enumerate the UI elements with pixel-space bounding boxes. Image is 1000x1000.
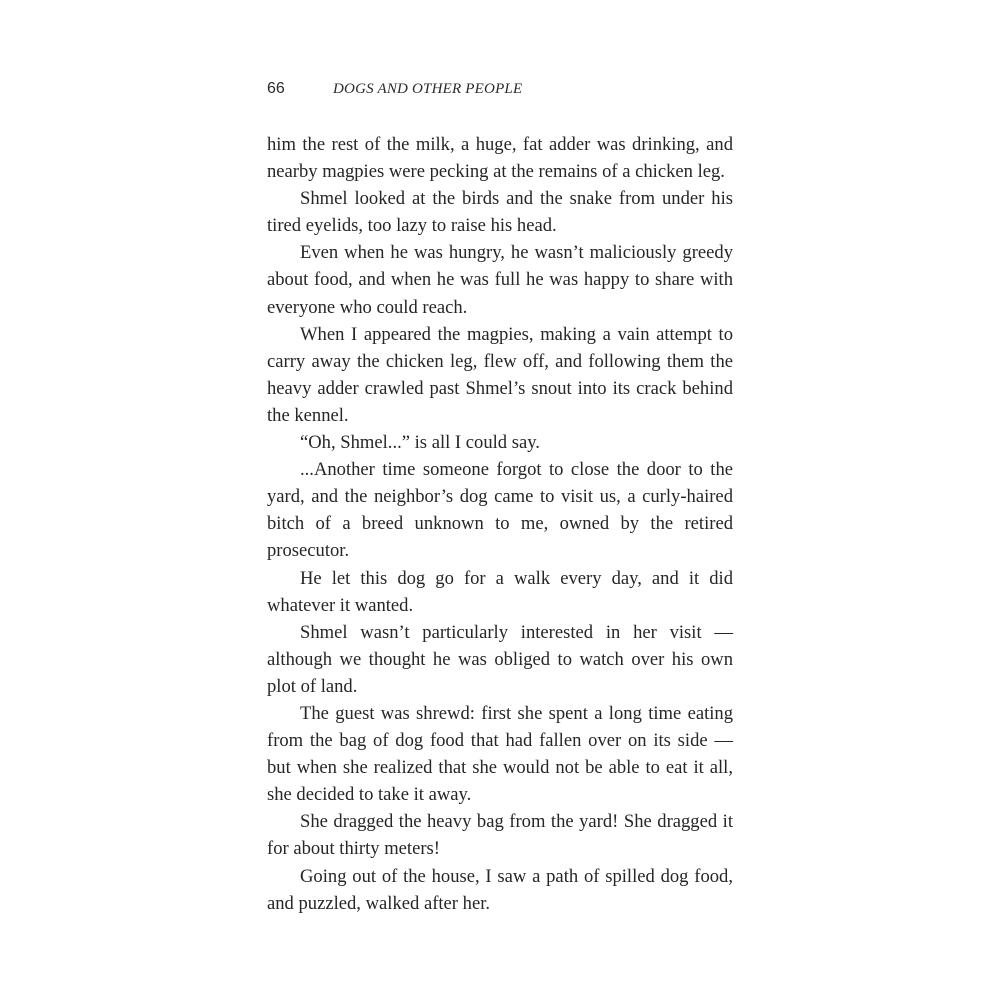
page-number: 66 <box>267 80 285 97</box>
paragraph: She dragged the heavy bag from the yard! She dragged it for about thirty meters! <box>267 811 733 860</box>
paragraph: Shmel wasn’t particularly interested in her visit — although we thought he was obliged to watch over his own plot of land. <box>267 621 733 697</box>
paragraph: ...Another time someone forgot to close the door to the yard, and the neighbor’s dog came to visit us, a curly-haired bitch of a breed unknown to me, owned by the retired prosecutor. <box>267 459 733 562</box>
paragraph: Even when he was hungry, he wasn’t maliciously greedy about food, and when he was full he was happy to share with everyone who could reach. <box>267 242 733 318</box>
running-head <box>267 80 522 98</box>
paragraph: “Oh, Shmel...” is all I could say. <box>300 432 540 454</box>
paragraph: He let this dog go for a walk every day, and it did whatever it wanted. <box>267 567 733 616</box>
paragraph: him the rest of the milk, a huge, fat adder was drinking, and nearby magpies were pecking at the remains of a chicken leg. <box>267 134 733 183</box>
paragraph: Going out of the house, I saw a path of spilled dog food, and puzzled, walked after her. <box>267 865 733 914</box>
body-text <box>267 131 733 917</box>
book-title: DOGS AND OTHER PEOPLE <box>333 81 523 97</box>
paragraph: The guest was shrewd: first she spent a long time eating from the bag of dog food that had fallen over on its side — but when she realized that she would not be able to eat it all, she decided to take it away. <box>267 702 733 806</box>
paragraph: Shmel looked at the birds and the snake from under his tired eyelids, too lazy to raise his head. <box>267 188 733 237</box>
paragraph: When I appeared the magpies, making a vain attempt to carry away the chicken leg, flew off, and following them the heavy adder crawled past Shmel’s snout into its crack behind the kennel. <box>267 323 733 426</box>
